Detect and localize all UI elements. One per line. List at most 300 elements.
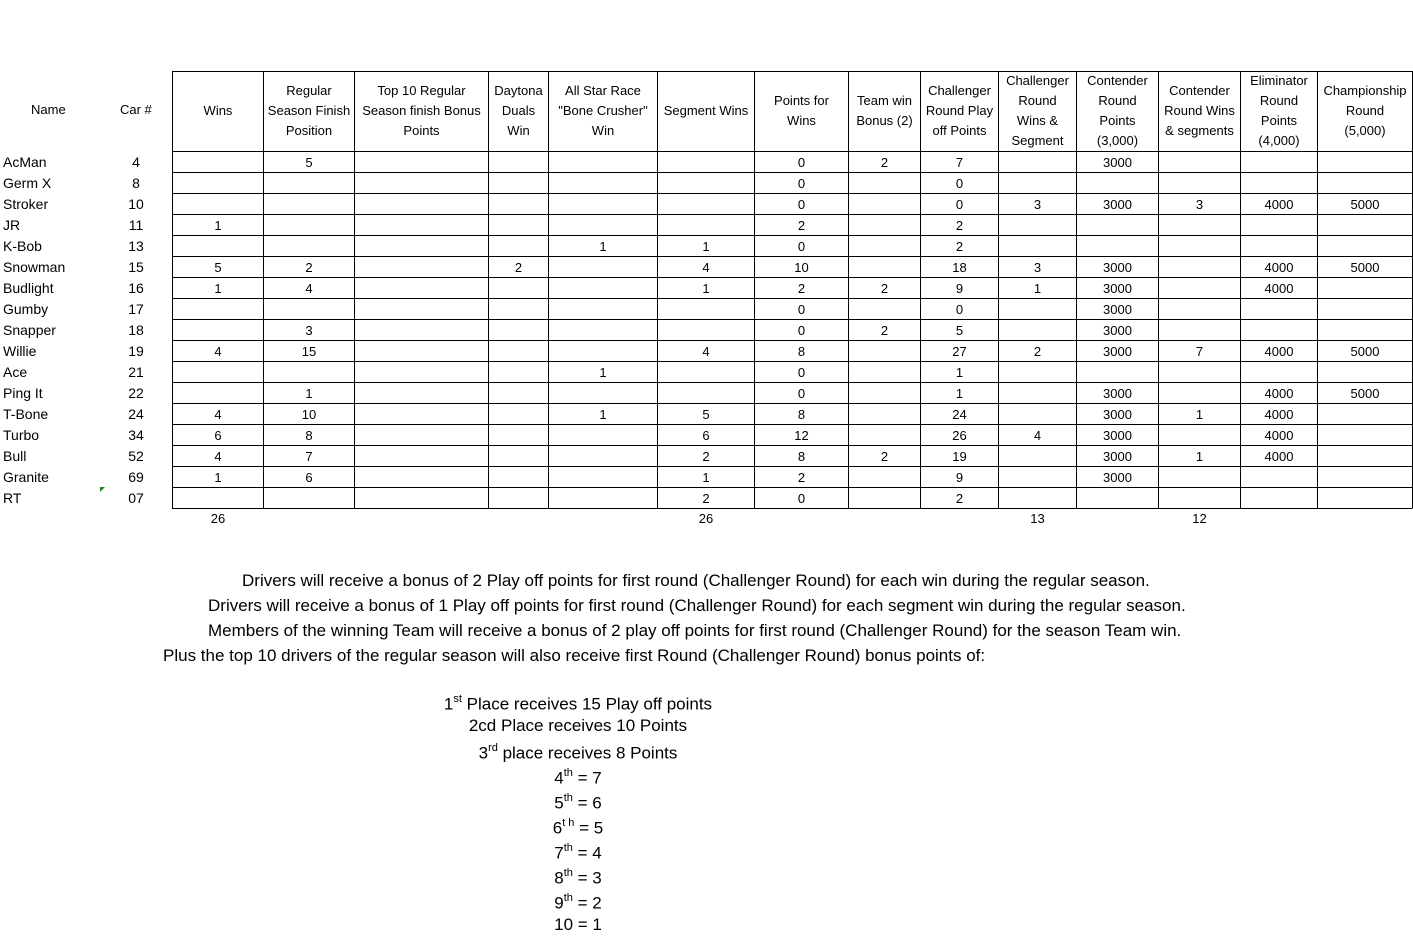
table-cell bbox=[549, 425, 657, 446]
table-cell bbox=[1241, 299, 1317, 320]
driver-name: JR bbox=[3, 217, 21, 233]
table-cell: 3000 bbox=[1103, 470, 1132, 485]
table-cell bbox=[658, 194, 754, 215]
table-cell bbox=[1318, 173, 1412, 194]
driver-name: Ping It bbox=[3, 385, 43, 401]
table-cell bbox=[549, 173, 657, 194]
table-cell: 4000 bbox=[1264, 407, 1294, 422]
table-cell bbox=[1159, 215, 1240, 236]
place-number: 5 bbox=[554, 793, 564, 813]
table-cell bbox=[658, 215, 754, 236]
column-header-line: "Bone Crusher" bbox=[558, 103, 648, 118]
table-cell bbox=[264, 488, 354, 509]
table-cell bbox=[489, 236, 548, 257]
table-cell bbox=[355, 446, 488, 467]
column-header bbox=[999, 71, 1076, 151]
table-cell: 1 bbox=[702, 281, 710, 296]
table-cell bbox=[999, 215, 1076, 236]
table-cell bbox=[849, 488, 920, 509]
column-header-line: Points bbox=[1099, 113, 1136, 128]
driver-name: Ace bbox=[3, 364, 28, 380]
car-number: 18 bbox=[128, 322, 144, 338]
table-cell bbox=[1318, 278, 1412, 299]
table-cell: 5000 bbox=[1350, 197, 1380, 212]
table-cell: 0 bbox=[797, 323, 806, 338]
table-cell bbox=[658, 383, 754, 404]
table-cell: 5 bbox=[702, 407, 710, 422]
table-cell bbox=[1318, 425, 1412, 446]
table-cell: 2 bbox=[955, 239, 964, 254]
table-cell: 0 bbox=[955, 197, 964, 212]
table-cell bbox=[355, 194, 488, 215]
table-cell bbox=[1159, 152, 1240, 173]
car-number: 07 bbox=[128, 490, 144, 506]
place-number: 2cd Place receives 10 Points bbox=[468, 716, 688, 735]
table-cell: 2 bbox=[702, 491, 710, 506]
column-header bbox=[658, 71, 754, 151]
place-number: 4 bbox=[554, 768, 564, 788]
table-cell: 3000 bbox=[1103, 428, 1132, 443]
table-cell bbox=[1159, 425, 1240, 446]
car-number: 52 bbox=[128, 448, 144, 464]
column-header bbox=[355, 71, 488, 151]
table-cell: 4 bbox=[214, 344, 222, 359]
table-cell: 6 bbox=[702, 428, 710, 443]
table-cell bbox=[1077, 362, 1158, 383]
table-cell bbox=[489, 446, 548, 467]
table-cell bbox=[658, 299, 754, 320]
table-cell bbox=[355, 404, 488, 425]
table-cell bbox=[999, 152, 1076, 173]
table-cell bbox=[1241, 152, 1317, 173]
table-cell: 2 bbox=[880, 449, 889, 464]
bonus-rule-note: Plus the top 10 drivers of the regular season will also receive first Round (Challenger Round) bonus points of: bbox=[163, 646, 986, 665]
table-cell bbox=[1241, 467, 1317, 488]
name-header: Name bbox=[31, 102, 66, 117]
table-cell bbox=[549, 152, 657, 173]
table-cell bbox=[849, 173, 920, 194]
table-cell: 1 bbox=[955, 386, 964, 401]
column-header-line: (4,000) bbox=[1258, 133, 1300, 148]
place-points: place receives 8 Points bbox=[497, 743, 678, 763]
table-cell bbox=[489, 467, 548, 488]
table-cell: 0 bbox=[797, 365, 806, 380]
bonus-rule-note: Drivers will receive a bonus of 1 Play off points for first round (Challenger Round) for each segment win during the regular season. bbox=[208, 596, 1186, 615]
table-cell bbox=[355, 383, 488, 404]
table-cell: 8 bbox=[797, 344, 806, 359]
table-cell bbox=[999, 383, 1076, 404]
table-cell: 9 bbox=[955, 281, 964, 296]
column-header-line: Round bbox=[1018, 93, 1057, 108]
column-header-line: Position bbox=[285, 123, 333, 138]
table-cell: 4000 bbox=[1264, 197, 1294, 212]
table-cell bbox=[1241, 488, 1317, 509]
table-cell bbox=[549, 341, 657, 362]
table-cell bbox=[1318, 152, 1412, 173]
table-cell: 5000 bbox=[1350, 260, 1380, 275]
table-cell bbox=[658, 152, 754, 173]
car-number: 17 bbox=[128, 301, 144, 317]
table-cell: 4000 bbox=[1264, 428, 1294, 443]
column-header-line: Wins bbox=[787, 113, 816, 128]
table-cell bbox=[489, 488, 548, 509]
table-cell bbox=[1159, 278, 1240, 299]
column-header-line: Wins & bbox=[1016, 113, 1059, 128]
table-cell: 26 bbox=[952, 428, 967, 443]
place-number: 9 bbox=[554, 893, 564, 913]
table-cell: 2 bbox=[955, 491, 964, 506]
table-cell bbox=[489, 341, 548, 362]
driver-name: Granite bbox=[3, 469, 49, 485]
table-cell: 0 bbox=[955, 176, 964, 191]
table-cell: 3000 bbox=[1103, 323, 1132, 338]
column-header-line: Round Wins bbox=[1164, 103, 1235, 118]
car-number: 10 bbox=[128, 196, 144, 212]
table-cell bbox=[489, 404, 548, 425]
table-cell bbox=[1159, 383, 1240, 404]
table-cell bbox=[549, 299, 657, 320]
table-cell: 1 bbox=[214, 281, 222, 296]
column-header-line: Season Finish bbox=[267, 103, 351, 118]
table-cell bbox=[355, 173, 488, 194]
table-cell bbox=[549, 257, 657, 278]
table-cell bbox=[355, 467, 488, 488]
table-cell bbox=[489, 383, 548, 404]
table-cell: 1 bbox=[214, 470, 222, 485]
table-cell bbox=[355, 320, 488, 341]
table-cell bbox=[173, 152, 263, 173]
column-header-line: Segment bbox=[1011, 133, 1064, 148]
table-cell: 1 bbox=[702, 470, 710, 485]
car-number: 16 bbox=[128, 280, 144, 296]
column-total: 26 bbox=[210, 511, 226, 526]
table-cell: 7 bbox=[305, 449, 313, 464]
table-cell: 0 bbox=[797, 491, 806, 506]
column-header-line: Round Play bbox=[925, 103, 994, 118]
table-cell: 9 bbox=[955, 470, 964, 485]
table-cell bbox=[1077, 488, 1158, 509]
table-cell bbox=[173, 488, 263, 509]
table-cell: 8 bbox=[305, 428, 313, 443]
driver-name: Germ X bbox=[3, 175, 52, 191]
table-cell bbox=[264, 215, 354, 236]
ordinal-suffix: th bbox=[563, 867, 573, 879]
column-header-line: All Star Race bbox=[565, 83, 641, 98]
driver-name: K-Bob bbox=[3, 238, 42, 254]
ordinal-suffix: st bbox=[453, 693, 462, 705]
table-cell bbox=[1159, 362, 1240, 383]
table-cell: 7 bbox=[955, 155, 964, 170]
column-header-line: (5,000) bbox=[1344, 123, 1386, 138]
table-cell: 5000 bbox=[1350, 344, 1380, 359]
table-cell: 10 bbox=[794, 260, 809, 275]
column-header-line: Points for bbox=[774, 93, 829, 108]
table-cell: 2 bbox=[1033, 344, 1042, 359]
table-cell bbox=[489, 425, 548, 446]
table-cell: 1 bbox=[955, 365, 964, 380]
table-cell bbox=[849, 383, 920, 404]
table-cell bbox=[489, 320, 548, 341]
column-header-line: Round bbox=[1345, 103, 1385, 118]
table-cell bbox=[355, 362, 488, 383]
table-cell bbox=[1159, 299, 1240, 320]
table-cell bbox=[173, 320, 263, 341]
table-cell: 2 bbox=[514, 260, 523, 275]
table-cell bbox=[999, 299, 1076, 320]
car-number: 11 bbox=[128, 217, 144, 233]
table-cell: 10 bbox=[301, 407, 317, 422]
column-header-line: Season finish Bonus bbox=[362, 103, 481, 118]
table-cell bbox=[1159, 467, 1240, 488]
bonus-rule-note: Members of the winning Team will receive a bonus of 2 play off points for first round (Challenger Round) for the season Team win. bbox=[208, 621, 1182, 640]
column-header-line: Points bbox=[1260, 113, 1298, 128]
column-header bbox=[1077, 71, 1158, 151]
table-cell bbox=[173, 236, 263, 257]
table-cell: 15 bbox=[301, 344, 317, 359]
column-total: 26 bbox=[698, 511, 714, 526]
column-header bbox=[1318, 71, 1412, 151]
place-points: = 3 bbox=[572, 868, 602, 888]
car-number: 8 bbox=[132, 175, 140, 191]
car-number: 4 bbox=[132, 154, 140, 170]
table-cell bbox=[355, 341, 488, 362]
place-number: 7 bbox=[554, 843, 564, 863]
table-cell bbox=[1318, 488, 1412, 509]
table-cell bbox=[1241, 320, 1317, 341]
table-cell bbox=[1241, 362, 1317, 383]
table-cell: 3000 bbox=[1103, 449, 1132, 464]
table-cell bbox=[489, 152, 548, 173]
driver-name: AcMan bbox=[3, 154, 47, 170]
driver-name: Gumby bbox=[3, 301, 49, 317]
table-cell: 1 bbox=[599, 407, 607, 422]
table-cell: 4 bbox=[702, 260, 710, 275]
table-cell: 6 bbox=[214, 428, 222, 443]
table-cell: 8 bbox=[797, 449, 806, 464]
place-number: 6 bbox=[552, 818, 563, 838]
table-cell: 2 bbox=[797, 281, 806, 296]
column-total: 12 bbox=[1192, 511, 1207, 526]
table-cell: 5 bbox=[955, 323, 964, 338]
table-cell bbox=[1318, 236, 1412, 257]
car-number: 19 bbox=[128, 343, 144, 359]
ordinal-suffix: rd bbox=[488, 742, 498, 754]
table-cell: 4000 bbox=[1264, 386, 1294, 401]
table-cell bbox=[999, 173, 1076, 194]
table-cell bbox=[658, 173, 754, 194]
table-cell bbox=[999, 404, 1076, 425]
table-cell bbox=[849, 194, 920, 215]
table-cell: 2 bbox=[702, 449, 710, 464]
column-header-line: Round bbox=[1259, 93, 1299, 108]
place-points: = 4 bbox=[572, 843, 602, 863]
table-cell: 5 bbox=[214, 260, 222, 275]
table-cell bbox=[264, 362, 354, 383]
table-cell: 1 bbox=[599, 365, 607, 380]
column-header-line: Challenger bbox=[1006, 73, 1069, 88]
table-cell: 27 bbox=[952, 344, 967, 359]
table-cell bbox=[849, 425, 920, 446]
table-cell bbox=[355, 236, 488, 257]
table-cell bbox=[1159, 488, 1240, 509]
column-header bbox=[549, 71, 657, 151]
table-cell bbox=[549, 278, 657, 299]
ordinal-suffix: th bbox=[563, 892, 573, 904]
table-cell: 1 bbox=[1195, 407, 1204, 422]
column-header bbox=[173, 71, 263, 151]
driver-name: Turbo bbox=[3, 427, 40, 443]
table-cell: 0 bbox=[955, 302, 964, 317]
column-header-line: & segments bbox=[1165, 123, 1234, 138]
table-cell bbox=[1318, 362, 1412, 383]
table-cell: 3 bbox=[305, 323, 313, 338]
table-cell: 2 bbox=[880, 281, 889, 296]
car-number: 13 bbox=[128, 238, 144, 254]
car-number-header: Car # bbox=[120, 102, 152, 117]
table-cell: 7 bbox=[1195, 344, 1204, 359]
place-points: = 6 bbox=[572, 793, 602, 813]
table-cell bbox=[173, 299, 263, 320]
ordinal-suffix: th bbox=[563, 842, 573, 854]
column-header bbox=[489, 71, 548, 151]
column-header bbox=[849, 71, 920, 151]
table-cell: 1 bbox=[702, 239, 710, 254]
car-number: 15 bbox=[128, 259, 144, 275]
table-cell bbox=[355, 152, 488, 173]
table-cell bbox=[355, 278, 488, 299]
table-cell: 4 bbox=[214, 407, 222, 422]
ordinal-suffix: th bbox=[563, 767, 573, 779]
column-header bbox=[264, 71, 354, 151]
table-cell bbox=[549, 446, 657, 467]
table-cell bbox=[264, 236, 354, 257]
table-cell bbox=[264, 299, 354, 320]
table-cell bbox=[264, 194, 354, 215]
column-header-line: Championship bbox=[1323, 83, 1407, 98]
table-cell bbox=[173, 362, 263, 383]
table-cell: 0 bbox=[797, 197, 806, 212]
table-cell bbox=[1318, 404, 1412, 425]
table-cell: 0 bbox=[797, 386, 806, 401]
table-cell bbox=[849, 257, 920, 278]
table-cell bbox=[1241, 173, 1317, 194]
table-cell bbox=[1318, 446, 1412, 467]
table-cell: 3000 bbox=[1103, 260, 1132, 275]
driver-name: Stroker bbox=[3, 196, 49, 212]
table-cell: 3000 bbox=[1103, 386, 1132, 401]
table-cell: 0 bbox=[797, 302, 806, 317]
column-header-line: Points bbox=[403, 123, 440, 138]
table-cell: 3 bbox=[1033, 197, 1042, 212]
table-cell: 24 bbox=[952, 407, 967, 422]
table-cell bbox=[999, 236, 1076, 257]
table-cell bbox=[999, 320, 1076, 341]
table-cell bbox=[849, 362, 920, 383]
place-points: = 2 bbox=[572, 893, 602, 913]
table-cell bbox=[489, 278, 548, 299]
table-cell bbox=[549, 194, 657, 215]
table-cell bbox=[264, 173, 354, 194]
table-cell: 2 bbox=[955, 218, 964, 233]
table-cell bbox=[1318, 299, 1412, 320]
table-cell bbox=[999, 446, 1076, 467]
column-header-line: (3,000) bbox=[1096, 133, 1139, 148]
table-cell bbox=[1159, 173, 1240, 194]
table-cell: 1 bbox=[599, 239, 607, 254]
column-header-line: Win bbox=[591, 123, 615, 138]
car-number: 21 bbox=[128, 364, 144, 380]
table-cell: 3000 bbox=[1103, 155, 1132, 170]
place-points: = 5 bbox=[574, 818, 604, 838]
driver-name: T-Bone bbox=[3, 406, 49, 422]
table-cell bbox=[355, 215, 488, 236]
place-points: = 7 bbox=[572, 768, 602, 788]
table-cell: 4000 bbox=[1264, 449, 1294, 464]
column-header bbox=[1159, 71, 1240, 151]
car-number: 24 bbox=[128, 406, 144, 422]
table-cell bbox=[658, 320, 754, 341]
table-cell: 3 bbox=[1195, 197, 1204, 212]
table-cell: 2 bbox=[880, 323, 889, 338]
table-cell bbox=[1241, 215, 1317, 236]
table-cell bbox=[173, 194, 263, 215]
table-cell bbox=[489, 362, 548, 383]
table-cell: 4 bbox=[702, 344, 710, 359]
cell-comment-marker bbox=[100, 487, 105, 492]
column-header bbox=[921, 71, 998, 151]
table-cell bbox=[1159, 257, 1240, 278]
table-cell: 2 bbox=[880, 155, 889, 170]
table-cell: 4 bbox=[305, 281, 313, 296]
table-cell bbox=[173, 383, 263, 404]
table-cell: 19 bbox=[952, 449, 967, 464]
table-cell: 4 bbox=[214, 449, 222, 464]
table-cell bbox=[549, 467, 657, 488]
place-number: 8 bbox=[554, 868, 564, 888]
driver-name: Bull bbox=[3, 448, 27, 464]
driver-name: Budlight bbox=[3, 280, 54, 296]
table-cell: 8 bbox=[797, 407, 806, 422]
table-cell: 1 bbox=[305, 386, 313, 401]
table-cell bbox=[173, 173, 263, 194]
table-cell: 3000 bbox=[1103, 197, 1132, 212]
table-cell bbox=[999, 467, 1076, 488]
table-cell: 3 bbox=[1033, 260, 1042, 275]
driver-name: Snapper bbox=[3, 322, 56, 338]
table-cell bbox=[549, 320, 657, 341]
ordinal-suffix: th bbox=[563, 792, 573, 804]
column-header-line: Wins bbox=[203, 103, 233, 118]
table-cell bbox=[1159, 236, 1240, 257]
table-cell bbox=[1241, 236, 1317, 257]
table-cell: 1 bbox=[214, 218, 222, 233]
table-cell bbox=[1318, 320, 1412, 341]
table-cell: 12 bbox=[794, 428, 809, 443]
table-cell: 4 bbox=[1033, 428, 1042, 443]
driver-name: Willie bbox=[3, 343, 37, 359]
table-cell bbox=[489, 215, 548, 236]
table-cell: 1 bbox=[1195, 449, 1204, 464]
table-cell: 18 bbox=[952, 260, 967, 275]
table-cell: 3000 bbox=[1103, 407, 1132, 422]
column-header-line: Contender bbox=[1169, 83, 1230, 98]
column-header-line: Segment Wins bbox=[663, 103, 749, 118]
table-cell: 5 bbox=[305, 155, 313, 170]
column-header bbox=[1241, 71, 1317, 151]
column-header-line: Contender bbox=[1087, 73, 1148, 88]
table-cell bbox=[1318, 467, 1412, 488]
column-header-line: Win bbox=[507, 123, 530, 138]
